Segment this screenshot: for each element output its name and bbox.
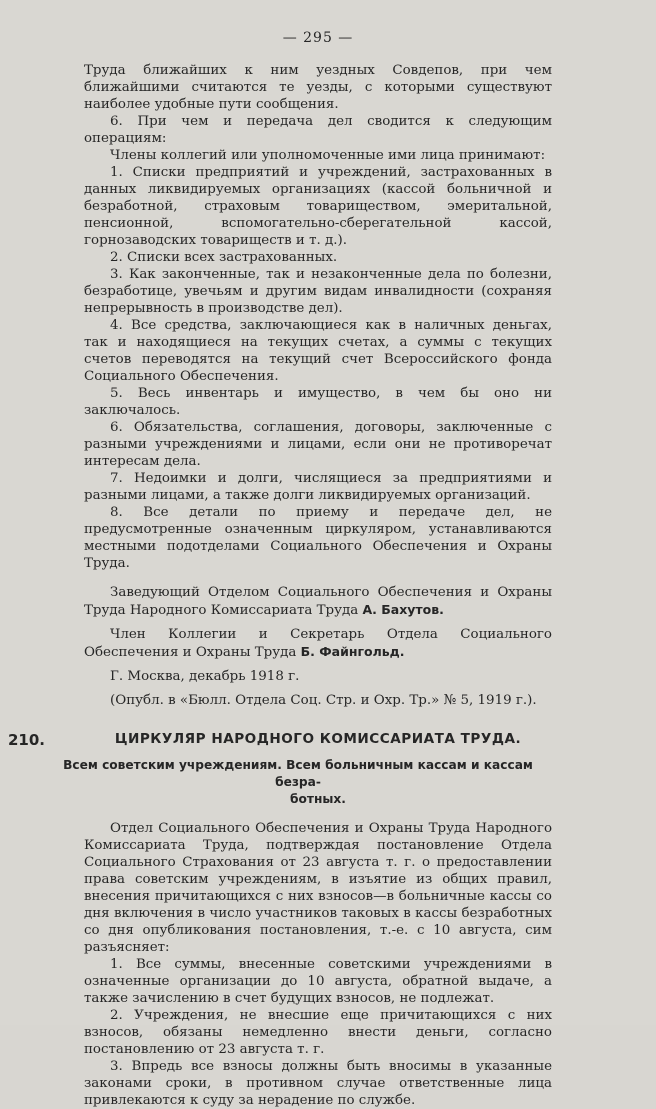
signature-title: Заведующий Отделом Социального Обеспечения и Охраны Труда Народного Комиссариата Труда	[84, 585, 552, 618]
list-item: 2. Списки всех застрахованных.	[110, 250, 338, 265]
section-number: 210.	[8, 731, 46, 749]
subtitle-line-2: ботных.	[290, 792, 346, 806]
signature-name: А. Бахутов.	[362, 602, 444, 617]
list-item: 8. Все детали по приему и передаче дел, не предусмотренные означенным циркуляром, устанавливаются местными подотделами Социального Обеспечения и Охраны Труда.	[84, 505, 552, 571]
subtitle-line-1: Всем советским учреждениям. Всем больничным кассам и кассам безра-	[63, 758, 533, 789]
place-date: Г. Москва, декабрь 1918 г.	[110, 669, 300, 684]
signature-block-2	[84, 626, 552, 661]
paragraph-members: Члены коллегий или уполномоченные ими лица принимают:	[110, 148, 546, 163]
list-item: 4. Все средства, заключающиеся как в наличных деньгах, так и находящиеся на текущих счетах, а суммы с текущих счетов переводятся на текущий счет Всероссийского фонда Социального Обеспечения.	[84, 318, 552, 384]
list-item: 3. Как законченные, так и незаконченные дела по болезни, безработице, увечьям и другим видам инвалидности (сохраняя непрерывность в производстве дел).	[84, 267, 552, 316]
page-number: — 295 —	[282, 30, 354, 46]
list-item: 1. Списки предприятий и учреждений, застрахованных в данных ликвидируемых организациях (кассой больничной и безработной, страховым товариществом, эмеритальной, пенсионной, вспомогательно-сберегательной кассой, горнозаводских товариществ и т. д.).	[84, 165, 552, 248]
signature-block-1	[84, 584, 552, 619]
list-item: 5. Весь инвентарь и имущество, в чем бы оно ни заключалось.	[84, 386, 552, 418]
section-subtitle	[63, 757, 552, 808]
list-item: 3. Впредь все взносы должны быть вносимы в указанные законами сроки, в противном случае ответственные лица привлекаются к суду за нерадение по службе.	[84, 1059, 552, 1108]
list-item: 1. Все суммы, внесенные советскими учреждениями в означенные организации до 10 августа, обратной выдаче, а также зачислению в счет будущих взносов, не подлежат.	[84, 957, 552, 1006]
paragraph-item-6: 6. При чем и передача дел сводится к следующим операциям:	[84, 114, 552, 146]
publication-note: (Опубл. в «Бюлл. Отдела Соц. Стр. и Охр. Тр.» № 5, 1919 г.).	[110, 693, 537, 708]
list-item: 7. Недоимки и долги, числящиеся за предприятиями и разными лицами, а также долги ликвидируемых организаций.	[84, 471, 552, 503]
list-item: 2. Учреждения, не внесшие еще причитающихся с них взносов, обязаны немедленно внести деньги, согласно постановлению от 23 августа т. г.	[84, 1008, 552, 1057]
section-title: ЦИРКУЛЯР НАРОДНОГО КОМИССАРИАТА ТРУДА.	[114, 731, 522, 747]
signature-title: Член Коллегии и Секретарь Отдела Социального Обеспечения и Охраны Труда	[84, 627, 552, 660]
section-intro: Отдел Социального Обеспечения и Охраны Труда Народного Комиссариата Труда, подтверждая постановление Отдела Социального Страхования от 23 августа т. г. о предоставлении права советским учреждениям, в изъятие из общих правил, внесения причитающихся с них взносов—в больничные кассы со дня включения в число участников таковых в кассы безработных со дня опубликования постановления, т.-е. с 10 августа, сим разъясняет:	[84, 821, 552, 955]
section-heading	[8, 731, 552, 749]
signature-name: Б. Файнгольд.	[300, 644, 405, 659]
paragraph-continuation: Труда ближайших к ним уездных Совдепов, при чем ближайшими считаются те уезды, с которыми существуют наиболее удобные пути сообщения.	[84, 63, 552, 112]
list-item: 6. Обязательства, соглашения, договоры, заключенные с разными учреждениями и лицами, если они не противоречат интересам дела.	[84, 420, 552, 469]
